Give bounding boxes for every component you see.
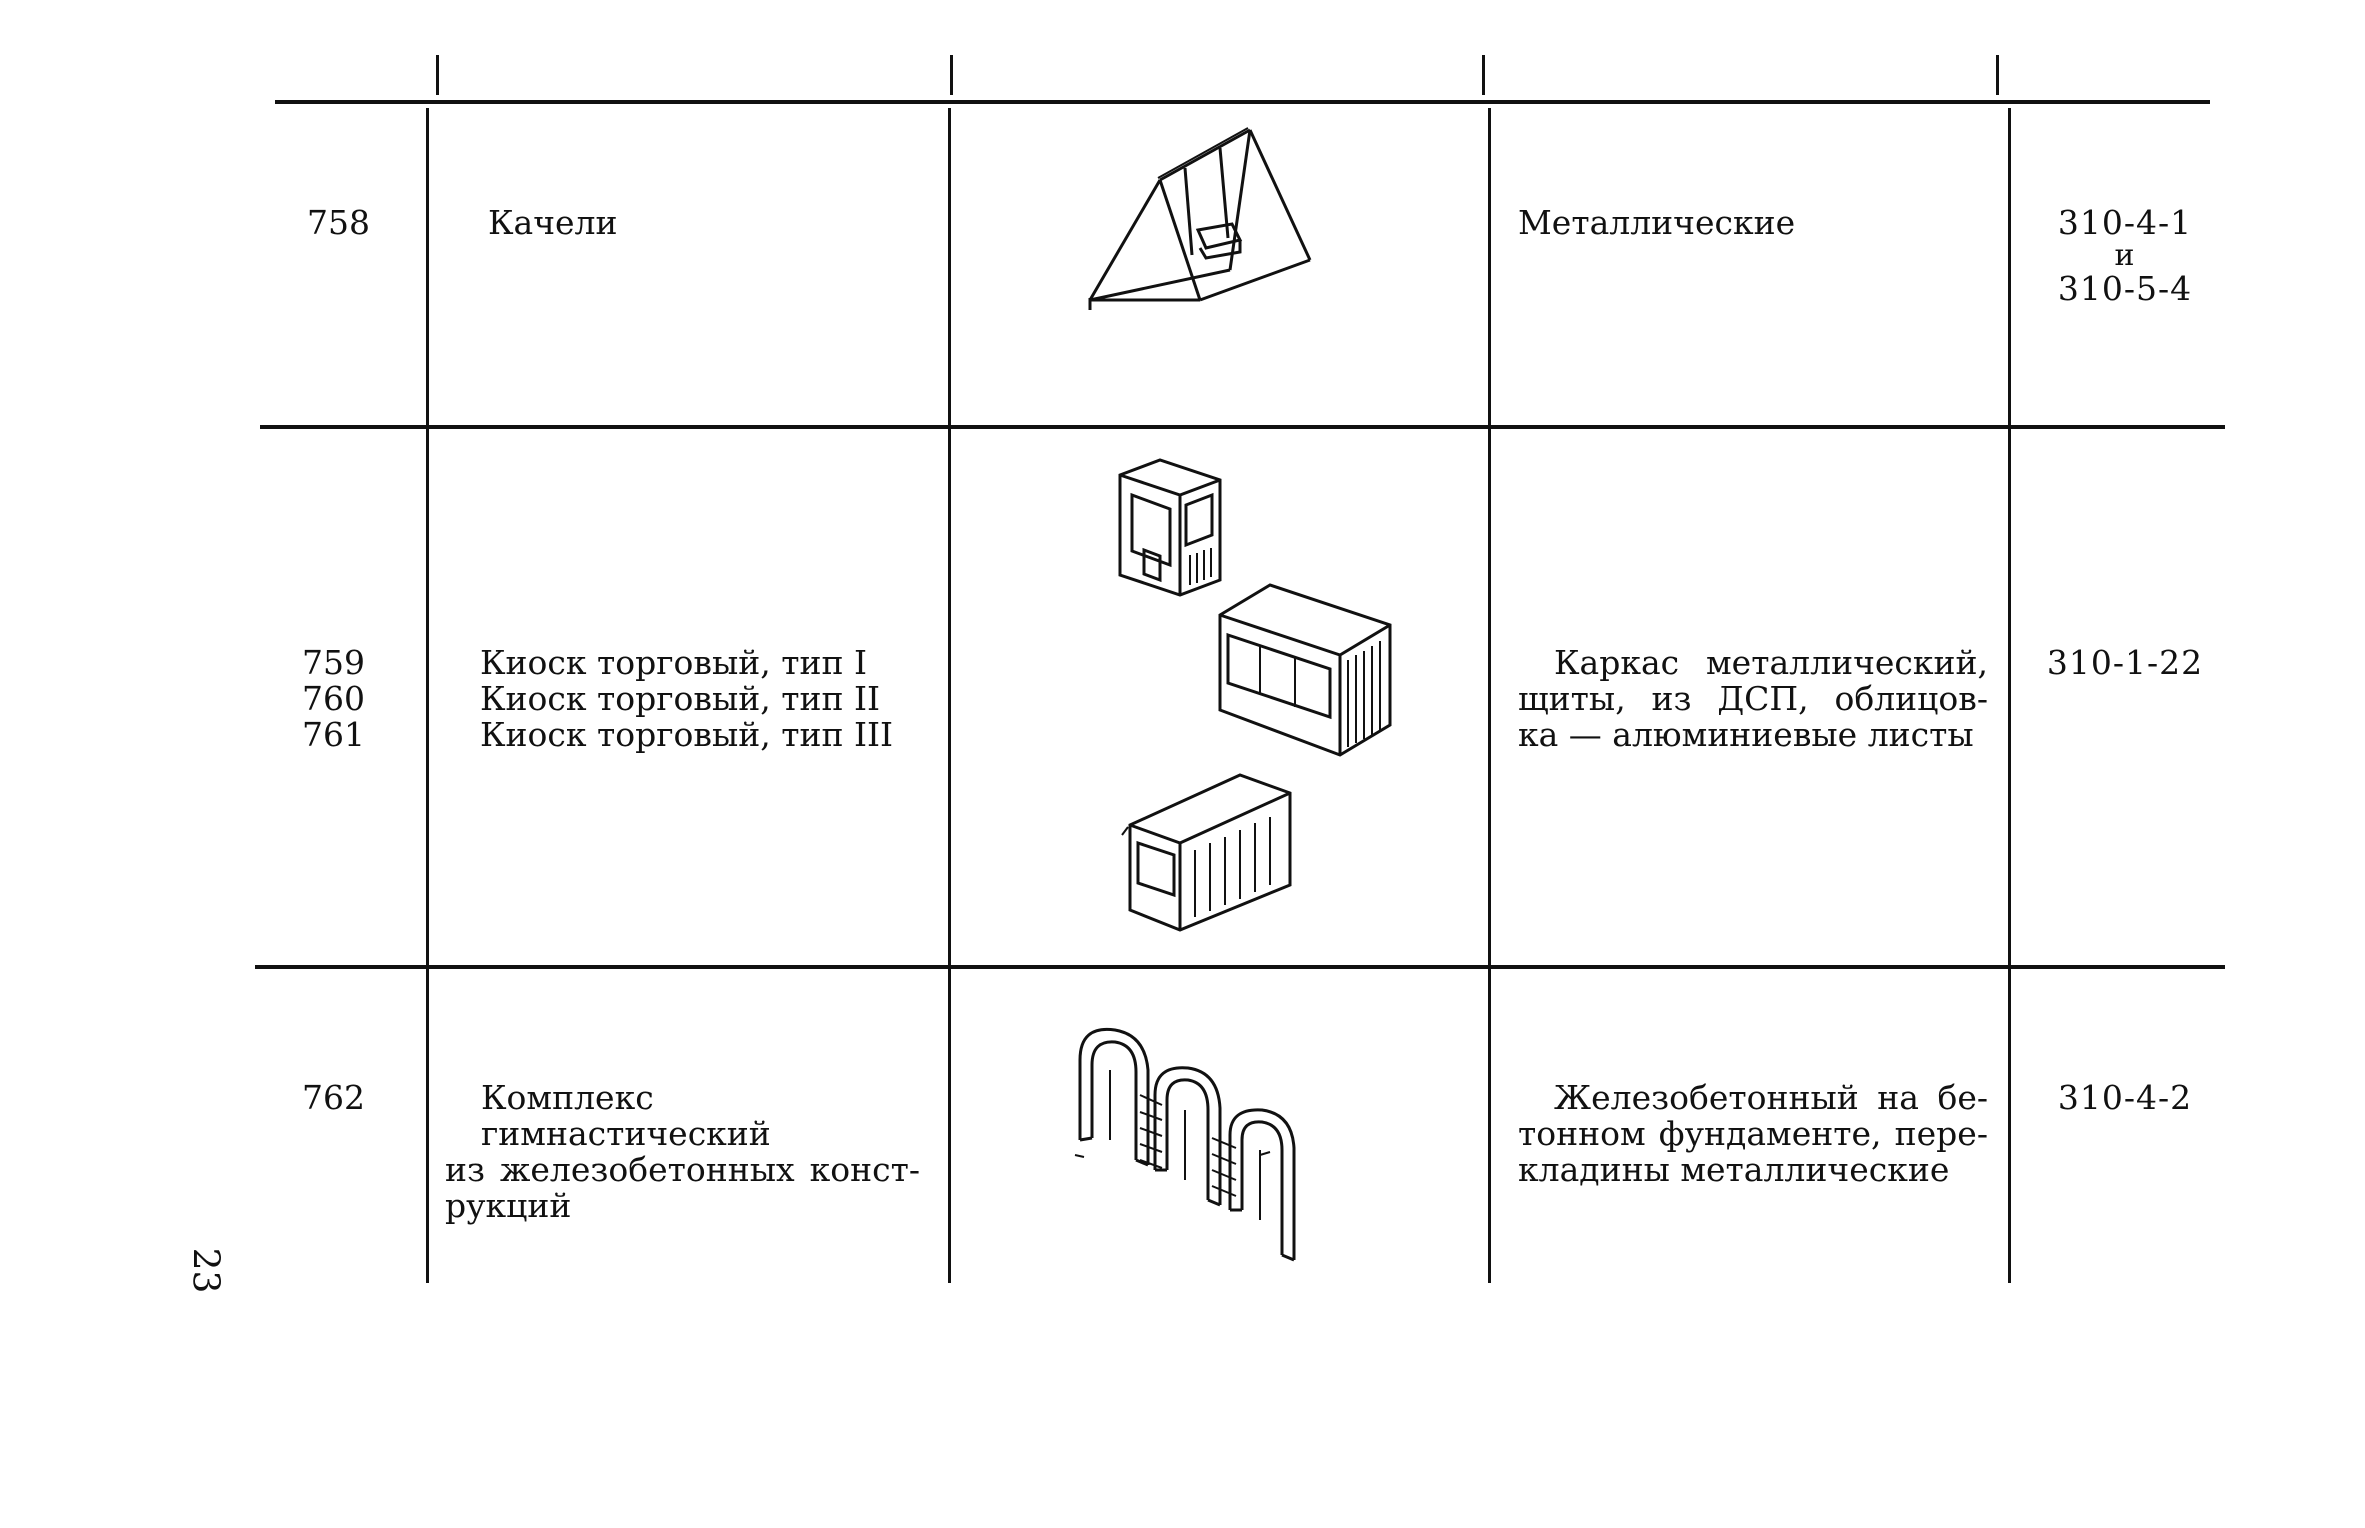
item-name-line: Качели xyxy=(488,203,618,242)
item-name-line: Киоск торговый, тип II xyxy=(480,679,881,718)
row-number xyxy=(290,205,370,241)
item-material xyxy=(1518,1080,1988,1188)
item-material-line: тонном фундаменте, пере- xyxy=(1518,1114,1988,1153)
item-code xyxy=(2025,1080,2225,1116)
item-name-line: из железобетонных конст- xyxy=(445,1150,920,1189)
row-separator-rule xyxy=(260,425,2225,429)
item-name xyxy=(488,205,908,241)
item-name xyxy=(445,1080,920,1224)
item-material-line: Железобетонный на бе- xyxy=(1554,1078,1988,1117)
column-rule xyxy=(426,108,429,1283)
item-code xyxy=(2025,205,2225,307)
column-rule xyxy=(1488,108,1491,1283)
item-name xyxy=(480,645,920,753)
item-number: 762 xyxy=(302,1078,365,1117)
header-column-rule xyxy=(950,55,953,95)
item-code-line: 310-4-1 xyxy=(2057,203,2193,242)
item-material-line: ка — алюминиевые листы xyxy=(1518,715,1974,754)
item-code-line: 310-5-4 xyxy=(2057,269,2193,308)
header-column-rule xyxy=(1482,55,1485,95)
page-number: 23 xyxy=(184,1247,226,1294)
item-number: 759 xyxy=(302,643,365,682)
item-name-line: рукций xyxy=(445,1186,572,1225)
header-column-rule xyxy=(436,55,439,95)
item-code-line: 310-1-22 xyxy=(2046,643,2204,682)
item-material xyxy=(1518,645,1988,753)
table-top-rule xyxy=(275,100,2210,104)
row-number xyxy=(285,645,365,753)
row-separator-rule xyxy=(255,965,2225,969)
column-rule xyxy=(948,108,951,1283)
swing-drawing-icon xyxy=(1080,120,1360,320)
gym-arches-drawing-icon xyxy=(1070,1020,1330,1270)
item-number: 758 xyxy=(307,203,370,242)
item-number: 760 xyxy=(302,679,365,718)
item-code-line: и xyxy=(2114,238,2136,273)
column-rule xyxy=(2008,108,2011,1283)
item-name-line: Комплекс гимнастический xyxy=(481,1078,771,1153)
kiosk-drawing-icon xyxy=(1100,455,1430,940)
item-name-line: Киоск торговый, тип I xyxy=(480,643,867,682)
row-number xyxy=(285,1080,365,1116)
item-material-line: Каркас металлический, xyxy=(1554,643,1988,682)
item-material xyxy=(1518,205,1988,241)
item-material-line: Металлические xyxy=(1518,203,1796,242)
header-column-rule xyxy=(1996,55,1999,95)
item-number: 761 xyxy=(302,715,365,754)
item-code xyxy=(2025,645,2225,681)
item-code-line: 310-4-2 xyxy=(2057,1078,2193,1117)
item-material-line: щиты, из ДСП, облицов- xyxy=(1518,679,1988,718)
item-material-line: кладины металлические xyxy=(1518,1150,1950,1189)
item-name-line: Киоск торговый, тип III xyxy=(480,715,894,754)
